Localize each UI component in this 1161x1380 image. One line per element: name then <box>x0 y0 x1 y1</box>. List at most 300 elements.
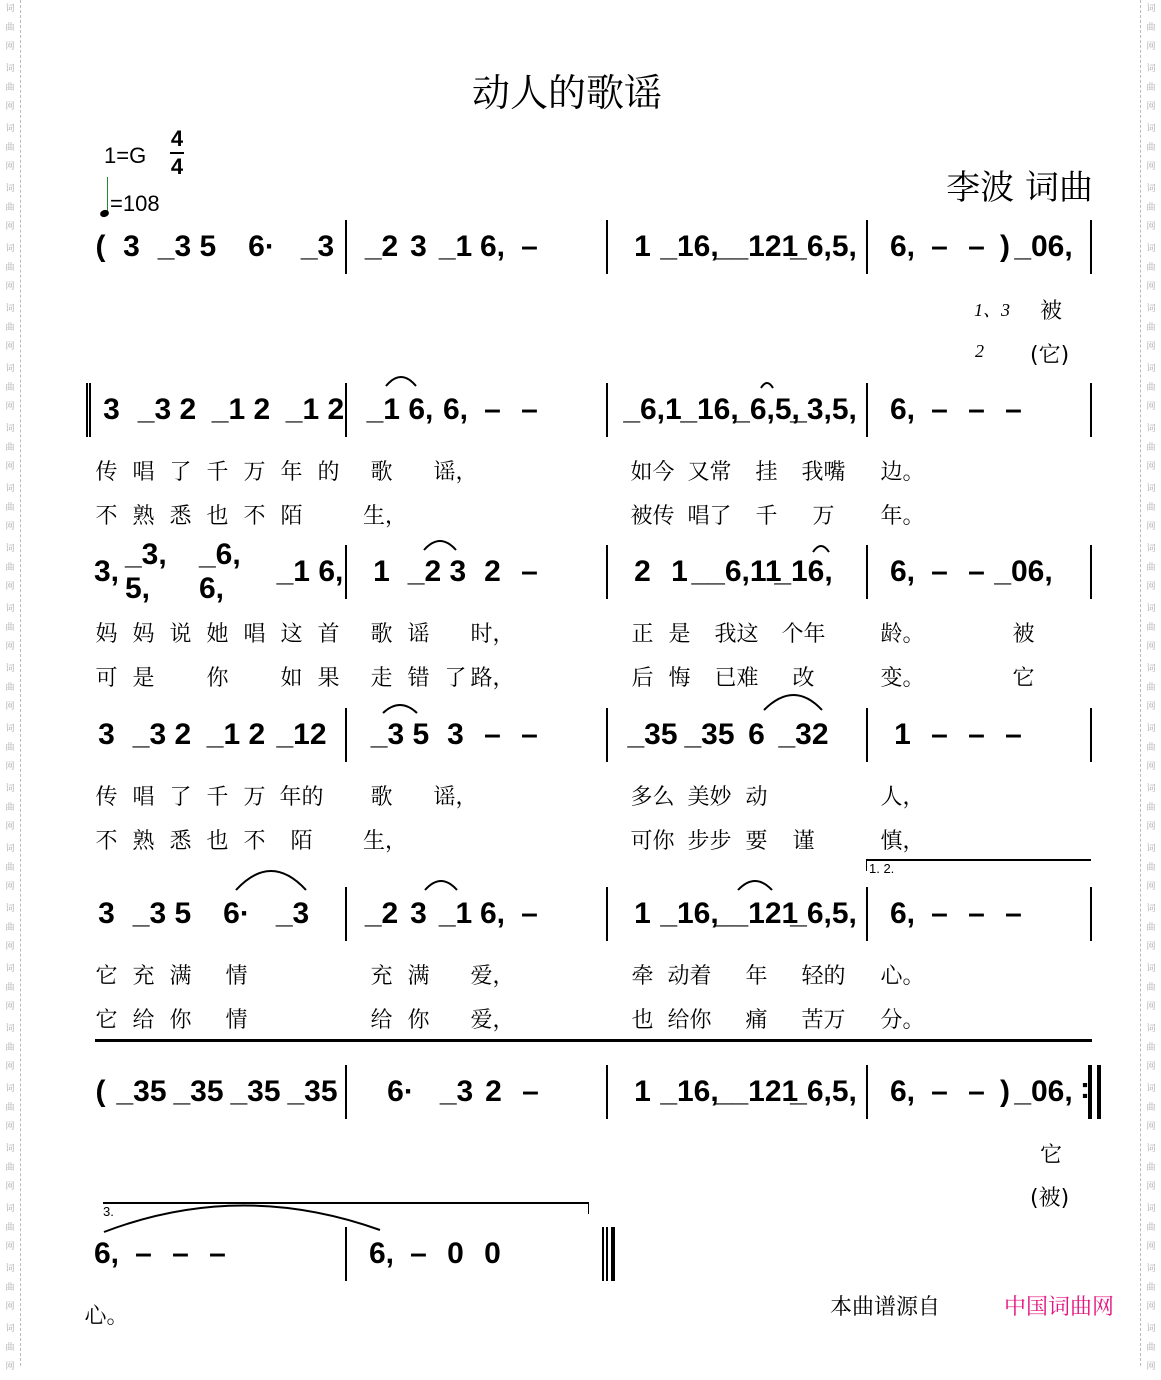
lyric-char: 你 <box>169 1008 192 1033</box>
note-token: 3 <box>103 393 120 426</box>
watermark-text: 词 曲 网 <box>5 724 15 772</box>
note-token: 0 <box>484 1237 501 1270</box>
key-signature: 1=G <box>104 143 147 168</box>
note-token: __121 <box>714 230 799 263</box>
lyric-syllable: 谣， <box>433 460 478 485</box>
lyric-measure <box>86 961 347 993</box>
lyric-measure <box>347 619 608 651</box>
note-token: _06, <box>994 555 1053 588</box>
watermark-text: 词 曲 网 <box>1146 484 1156 532</box>
lyric-syllable: 改 <box>792 666 815 691</box>
note-token: 3 <box>98 897 115 930</box>
lyric-measure <box>868 1005 1092 1037</box>
notes-row <box>86 220 1092 274</box>
lyric-char: 歌 <box>370 785 393 810</box>
note-token: – <box>172 1237 189 1270</box>
quarter-note-icon <box>100 187 110 217</box>
lyric-syllable <box>363 501 437 533</box>
measure <box>868 708 1092 762</box>
lyric-syllable: 年的 <box>279 785 324 810</box>
lyric-syllable <box>199 826 273 858</box>
watermark-text: 词 曲 网 <box>5 1084 15 1132</box>
lyric-syllable: 时， <box>470 622 515 647</box>
lyric-syllable <box>363 826 437 858</box>
note-token: _3, 5, <box>125 538 167 605</box>
watermark-text: 词 曲 网 <box>5 4 15 52</box>
lyric-measure <box>608 663 868 695</box>
note-token: 6, <box>479 897 506 930</box>
note-token: _1 6, <box>276 555 344 588</box>
lyric-measure <box>868 782 1092 814</box>
watermark-text: 词 曲 网 <box>1146 124 1156 172</box>
lyric-measure <box>868 457 1092 489</box>
lyric-syllable: 已难 <box>714 666 759 691</box>
note-token: – <box>931 718 948 751</box>
lyric-char: 熟 <box>132 829 155 854</box>
lyric-measure <box>347 1005 608 1037</box>
lyric-char: 千 <box>206 460 229 485</box>
lyric-syllable: 又常 <box>687 460 732 485</box>
lyric-measure <box>608 1005 868 1037</box>
note-token: 6, <box>889 393 916 426</box>
lyric-syllable: 牵 <box>631 964 654 989</box>
note-token: _2 <box>364 897 399 930</box>
lyric-measure <box>86 826 347 858</box>
lyric-char <box>437 619 474 651</box>
lyric-char: 年 <box>280 460 303 485</box>
note-token: _35 <box>627 718 678 751</box>
lyric-measure <box>347 663 608 695</box>
note-token: _3 2 <box>137 393 197 426</box>
lyric-measure <box>868 501 1092 533</box>
lyric-syllable: 个年 <box>781 622 826 647</box>
tempo-value: =108 <box>110 191 160 216</box>
note-token: _2 3 <box>407 555 467 588</box>
lyric-char: 歌 <box>370 460 393 485</box>
watermark-text: 词 曲 网 <box>5 184 15 232</box>
watermark-text: 词 曲 网 <box>1146 784 1156 832</box>
note-token: – <box>1005 393 1022 426</box>
note-token: 6, <box>889 555 916 588</box>
time-bottom: 4 <box>170 154 184 179</box>
lyric-char: 不 <box>243 829 266 854</box>
lyric-char: 妈 <box>132 622 155 647</box>
lyric-char: 了 <box>169 785 192 810</box>
note-token: – <box>968 718 985 751</box>
lyric-char: 唱 <box>243 622 266 647</box>
measure <box>347 220 608 274</box>
note-token: ( <box>95 230 106 263</box>
song-title: 动人的歌谣 <box>471 71 662 115</box>
lyric-syllable: 心。 <box>84 1304 129 1329</box>
lyric-measure <box>608 961 868 993</box>
lyric-syllable: 情 <box>225 964 248 989</box>
lyric-measure <box>86 619 347 651</box>
note-token: – <box>484 393 501 426</box>
watermark-text: 词 曲 网 <box>5 544 15 592</box>
measure <box>608 545 868 599</box>
note-token: _6,5, <box>733 393 800 426</box>
note-token: 3, <box>93 555 120 588</box>
lyric-char: 满 <box>169 964 192 989</box>
lyric-char: 如 <box>280 666 303 691</box>
volta-first-label: 1. 2. <box>869 861 895 876</box>
note-token: – <box>484 718 501 751</box>
lyric-syllable <box>125 826 199 858</box>
lyric-syllable: 我嘴 <box>801 460 846 485</box>
lyric-syllable: 慎， <box>880 829 925 854</box>
measure <box>347 708 608 762</box>
lyric-char: 了 <box>444 666 467 691</box>
lyric-syllable: 它 <box>95 1008 118 1033</box>
note-token: 3 <box>410 897 427 930</box>
lyric-syllable: 充 <box>370 964 393 989</box>
measure <box>347 1065 608 1119</box>
note-token: _6,5, <box>790 1075 857 1108</box>
note-token: 6· <box>387 1075 414 1108</box>
note-token: _35 <box>230 1075 281 1108</box>
lyric-measure <box>608 619 868 651</box>
note-token: _16, <box>774 555 833 588</box>
note-token: – <box>521 555 538 588</box>
watermark-text: 词 曲 网 <box>1146 904 1156 952</box>
watermark-text: 词 曲 网 <box>5 604 15 652</box>
lyric-measure <box>608 501 868 533</box>
lyric-syllable: 被传 <box>630 504 675 529</box>
notes-row <box>86 887 1092 941</box>
lyric-char: 给 <box>132 1008 155 1033</box>
lyric-syllable: 给你 <box>667 1008 712 1033</box>
note-token: 1 <box>894 718 911 751</box>
measure <box>347 1227 608 1281</box>
lyric-char <box>162 663 199 695</box>
volta-third-label: 3. <box>103 1204 114 1219</box>
lyric-syllable: 是 <box>668 622 691 647</box>
lyric-syllable: 妈 <box>95 622 118 647</box>
system-6 <box>86 1065 1092 1119</box>
lyric-syllable: 被 <box>1012 622 1035 647</box>
watermark-text: 词 曲 网 <box>1146 664 1156 712</box>
lyric-syllable: 歌 <box>370 622 393 647</box>
watermark-right <box>1140 0 1161 1372</box>
lyric-char: 说 <box>169 622 192 647</box>
measure <box>608 220 868 274</box>
note-token: __121 <box>714 1075 799 1108</box>
lyric-syllable: 千 <box>755 504 778 529</box>
note-token: – <box>968 393 985 426</box>
note-token: _3,5, <box>790 393 857 426</box>
note-token: _06, <box>1014 1075 1073 1108</box>
note-token: – <box>968 555 985 588</box>
lyric-syllable <box>273 663 347 695</box>
lyric-char <box>310 501 347 533</box>
watermark-text: 词 曲 网 <box>1146 1084 1156 1132</box>
lyric-syllable: 爱， <box>470 1008 515 1033</box>
lyric-char: 充 <box>132 964 155 989</box>
lyric-syllable <box>199 619 273 651</box>
lyric-syllable: 多么 <box>630 785 675 810</box>
lyric-char: 也 <box>206 829 229 854</box>
lyric-syllable: 挂 <box>755 460 778 485</box>
lyric-syllable: 它 <box>95 964 118 989</box>
lyric-char: 生， <box>363 829 408 854</box>
note-token: _3 5 <box>157 230 217 263</box>
lyric-char: 她 <box>206 622 229 647</box>
watermark-text: 词 曲 网 <box>1146 1324 1156 1372</box>
lyric-syllable: 苦万 <box>801 1008 846 1033</box>
note-token: 2 <box>484 555 501 588</box>
note-token: _16, <box>660 230 719 263</box>
measure <box>86 708 347 762</box>
lyric-char: 千 <box>206 785 229 810</box>
measure <box>86 1065 347 1119</box>
note-token: 1 <box>373 555 390 588</box>
watermark-text: 词 曲 网 <box>1146 964 1156 1012</box>
notes-row <box>86 383 1092 437</box>
watermark-text: 词 曲 网 <box>5 664 15 712</box>
note-token: __6,11 <box>691 555 782 588</box>
lyric-syllable <box>125 961 199 993</box>
watermark-text: 词 曲 网 <box>1146 304 1156 352</box>
lyric-syllable <box>125 663 199 695</box>
lyric-line-1 <box>86 457 1092 489</box>
lyric-char: 悉 <box>169 829 192 854</box>
note-token: _2 <box>364 230 399 263</box>
lyric-syllable: 不 <box>95 829 118 854</box>
note-token: – <box>968 230 985 263</box>
note-token: _32 <box>778 718 829 751</box>
section-divider-line <box>95 1039 1092 1042</box>
measure <box>86 220 347 274</box>
watermark-text: 词 曲 网 <box>1146 844 1156 892</box>
system-3 <box>86 538 1092 691</box>
time-signature <box>170 126 184 180</box>
repeat-end-barline <box>1088 1065 1101 1119</box>
lyric-syllable <box>125 1005 199 1037</box>
lyric-syllable: 人， <box>880 785 925 810</box>
lyric-char: 陌 <box>280 504 303 529</box>
lyric-syllable: 心。 <box>880 964 925 989</box>
lyric-char: 谣 <box>407 622 430 647</box>
lyric-char: 错 <box>407 666 430 691</box>
lyric-char: 也 <box>206 504 229 529</box>
lyric-syllable: 谨 <box>792 829 815 854</box>
note-token: _3 <box>439 1075 474 1108</box>
note-token: 6, <box>889 230 916 263</box>
note-token: 6, <box>368 1237 395 1270</box>
notes-row <box>86 708 1092 762</box>
lyric-syllable: 龄。 <box>880 622 925 647</box>
lyric-syllable: 后 <box>631 666 654 691</box>
watermark-text: 词 曲 网 <box>5 124 15 172</box>
measure <box>868 887 1092 941</box>
note-token: – <box>931 393 948 426</box>
system-4 <box>86 708 1092 854</box>
watermark-text: 词 曲 网 <box>5 1204 15 1252</box>
system-7 <box>84 1227 608 1329</box>
note-token: 6, <box>889 897 916 930</box>
measure <box>608 708 868 762</box>
lyric-char: 的 <box>317 460 340 485</box>
watermark-text: 词 曲 网 <box>5 364 15 412</box>
lyric-syllable <box>273 457 347 489</box>
note-token: ) <box>1000 230 1010 263</box>
watermark-text: 词 曲 网 <box>1146 1264 1156 1312</box>
lyric-char: 果 <box>317 666 340 691</box>
measure <box>347 383 608 437</box>
note-token: 6, <box>442 393 469 426</box>
notes-row <box>86 1065 1092 1119</box>
note-token: _3 <box>275 897 310 930</box>
watermark-text: 词 曲 网 <box>5 1144 15 1192</box>
system-2 <box>86 383 1092 529</box>
lyric-syllable <box>400 663 474 695</box>
lyric-syllable <box>363 457 437 489</box>
watermark-text: 词 曲 网 <box>1146 184 1156 232</box>
lyric-syllable: 它 <box>1012 666 1035 691</box>
lyric-syllable <box>273 619 347 651</box>
measure <box>347 887 608 941</box>
lyric-syllable: 传 <box>95 460 118 485</box>
time-top: 4 <box>170 126 184 151</box>
lyric-line-1 <box>86 619 1092 651</box>
lyric-syllable: 路， <box>470 666 515 691</box>
watermark-text: 词 曲 网 <box>1146 1204 1156 1252</box>
watermark-text: 词 曲 网 <box>1146 244 1156 292</box>
note-token: _3 <box>300 230 335 263</box>
note-token: __121 <box>714 897 799 930</box>
lyric-syllable <box>125 782 199 814</box>
lyric-syllable: 年。 <box>880 504 925 529</box>
final-barline <box>602 1227 615 1281</box>
watermark-text: 词 曲 网 <box>1146 64 1156 112</box>
lyric-syllable: 变。 <box>880 666 925 691</box>
lyric-measure <box>608 782 868 814</box>
lyric-measure <box>86 457 347 489</box>
note-token: 0 <box>447 1237 464 1270</box>
measure <box>347 545 608 599</box>
note-token: – <box>931 555 948 588</box>
note-token: – <box>135 1237 152 1270</box>
note-token: _3 5 <box>370 718 430 751</box>
verse-number-1-3: 1、3 <box>974 300 1010 320</box>
note-token: _6, 6, <box>199 538 241 605</box>
lyric-syllable: 也 <box>631 1008 654 1033</box>
lyric-syllable: 悔 <box>668 666 691 691</box>
note-token: 3 <box>410 230 427 263</box>
lyric-syllable: 分。 <box>880 1008 925 1033</box>
lyric-measure <box>868 663 1092 695</box>
source-site-link[interactable]: 中国词曲网 <box>1004 1295 1115 1320</box>
watermark-text: 词 曲 网 <box>5 484 15 532</box>
source-label: 本曲谱源自 <box>830 1295 941 1320</box>
system-1 <box>86 220 1092 274</box>
lyric-measure <box>868 826 1092 858</box>
lyric-char: 熟 <box>132 504 155 529</box>
note-token: – <box>521 718 538 751</box>
note-token: 6, <box>93 1237 120 1270</box>
lyric-measure <box>347 457 608 489</box>
lyric-line-2 <box>86 826 1092 858</box>
lyric-line-2 <box>86 663 1092 695</box>
note-token: – <box>968 897 985 930</box>
note-token: 1 <box>671 555 688 588</box>
lyric-syllable: 动 <box>745 785 768 810</box>
note-token: – <box>1005 897 1022 930</box>
repeat-dots: : <box>1080 1072 1090 1105</box>
note-token: 6, <box>479 230 506 263</box>
lyric-measure <box>868 619 1092 651</box>
volta-first-ending <box>866 859 1091 876</box>
lyric-char: 是 <box>132 666 155 691</box>
note-token: _16, <box>660 897 719 930</box>
note-token: _35 <box>173 1075 224 1108</box>
lyric-measure <box>86 1301 347 1333</box>
lyric-syllable: 要 <box>745 829 768 854</box>
note-token: – <box>410 1237 427 1270</box>
lyric-syllable: 动着 <box>667 964 712 989</box>
note-token: _35 <box>116 1075 167 1108</box>
lyric-syllable: 传 <box>95 785 118 810</box>
note-token: 1 <box>634 897 651 930</box>
lyric-measure <box>608 826 868 858</box>
note-token: _6,5, <box>790 897 857 930</box>
lyric-syllable <box>125 501 199 533</box>
note-token: 1 <box>634 1075 651 1108</box>
note-token: – <box>931 230 948 263</box>
verse-number-2: 2 <box>975 341 984 361</box>
watermark-text: 词 曲 网 <box>5 1024 15 1072</box>
watermark-left <box>0 0 21 1372</box>
watermark-text: 词 曲 网 <box>5 304 15 352</box>
note-token: _35 <box>287 1075 338 1108</box>
watermark-text: 词 曲 网 <box>5 784 15 832</box>
lyric-syllable: 可你 <box>630 829 675 854</box>
repeat-lyric-1: 它 <box>1040 1143 1063 1168</box>
lyric-syllable: 爱， <box>470 964 515 989</box>
lyric-char <box>400 457 437 489</box>
lyric-syllable: 如今 <box>630 460 675 485</box>
notes-row <box>86 538 1092 605</box>
lyric-char: 唱 <box>132 460 155 485</box>
lyric-syllable: 谣， <box>433 785 478 810</box>
lyric-syllable: 可 <box>95 666 118 691</box>
volta-third-ending <box>103 1202 589 1219</box>
lyric-line-2 <box>86 1005 1092 1037</box>
note-token: _3 2 <box>132 718 192 751</box>
lyric-syllable: 轻的 <box>801 964 846 989</box>
lyric-syllable: 边。 <box>880 460 925 485</box>
lyric-line-1 <box>86 1301 347 1333</box>
note-token: – <box>968 1075 985 1108</box>
note-token: – <box>522 1075 539 1108</box>
lyric-syllable <box>363 782 437 814</box>
lyric-syllable: 唱了 <box>687 504 732 529</box>
lyric-syllable: 不 <box>95 504 118 529</box>
measure <box>86 887 347 941</box>
lyric-char: 生， <box>363 504 408 529</box>
note-token: _1 2 <box>211 393 271 426</box>
watermark-text: 词 曲 网 <box>5 904 15 952</box>
measure <box>868 220 1092 274</box>
lyric-char: 首 <box>317 622 340 647</box>
lyric-syllable: 你 <box>407 1008 430 1033</box>
watermark-text: 词 曲 网 <box>5 244 15 292</box>
lyric-measure <box>347 782 608 814</box>
note-token: _16, <box>660 1075 719 1108</box>
lyric-syllable <box>125 457 199 489</box>
note-token: – <box>521 230 538 263</box>
